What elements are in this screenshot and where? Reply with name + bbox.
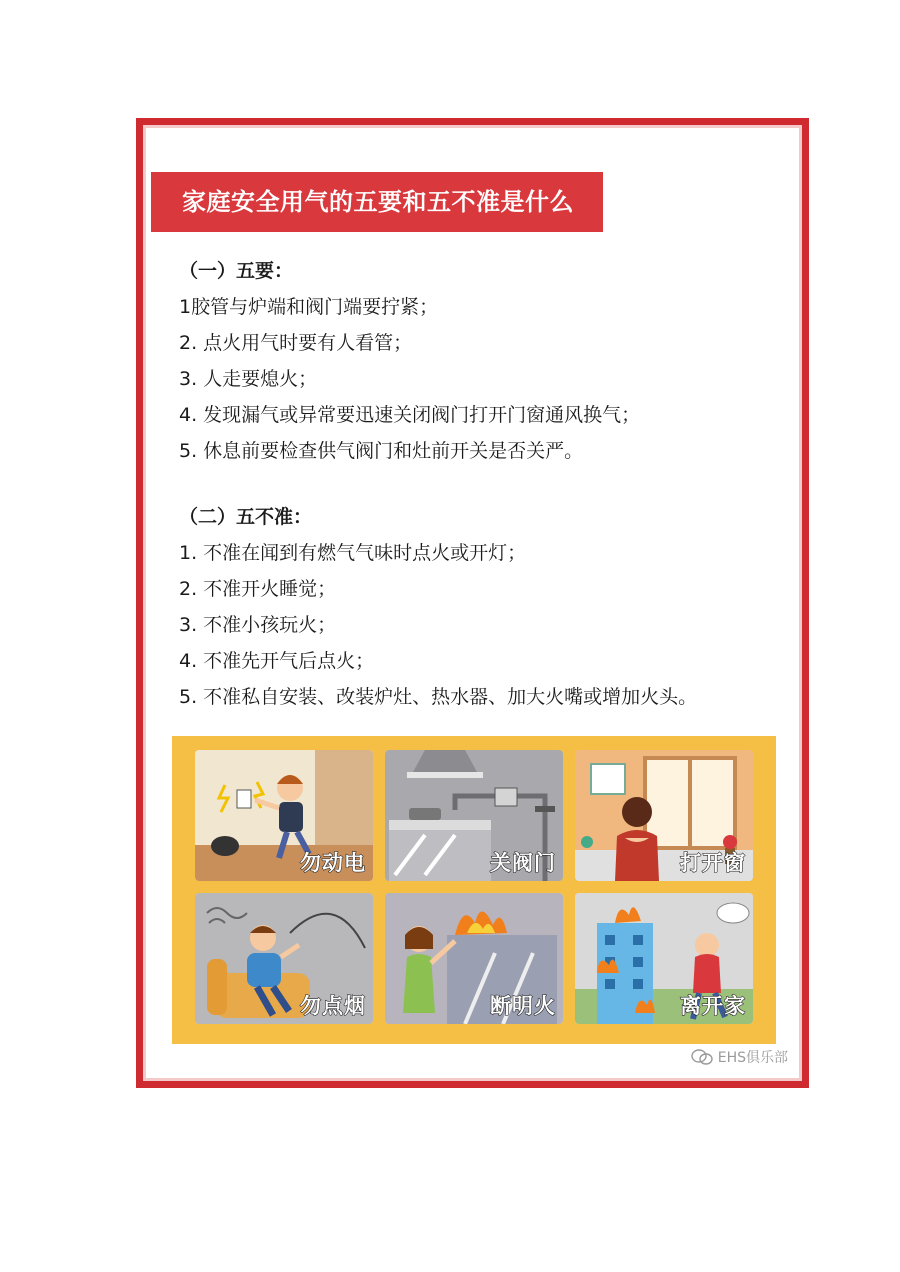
list-item: 4. 发现漏气或异常要迅速关闭阀门打开门窗通风换气； — [179, 404, 641, 426]
section-five-donts — [179, 499, 799, 715]
illustration-grid — [172, 736, 776, 1044]
illustration-caption: 关阀门 — [490, 851, 556, 875]
list-item: 5. 不准私自安装、改装炉灶、热水器、加大火嘴或增加火头。 — [179, 686, 698, 708]
illustration-panel — [195, 893, 373, 1024]
list-item: 3. 人走要熄火； — [179, 368, 318, 390]
illustration-panel — [575, 893, 753, 1024]
poster-frame — [136, 118, 809, 1088]
wechat-icon — [691, 1049, 713, 1065]
illustration-panel — [385, 750, 563, 881]
illustration-caption: 勿动电 — [300, 851, 366, 875]
list-item: 4. 不准先开气后点火； — [179, 650, 375, 672]
illustration-caption: 断明火 — [490, 994, 556, 1018]
list-item: 3. 不准小孩玩火； — [179, 614, 337, 636]
illustration-caption: 离开家 — [680, 994, 746, 1018]
list-item: 2. 不准开火睡觉； — [179, 578, 337, 600]
illustration-panel — [575, 750, 753, 881]
illustration-panel — [385, 893, 563, 1024]
list-item: 2. 点火用气时要有人看管； — [179, 332, 413, 354]
watermark — [691, 1047, 788, 1067]
section-five-musts — [179, 253, 799, 469]
section-heading: （一）五要： — [179, 260, 294, 282]
illustration-caption: 勿点烟 — [300, 994, 366, 1018]
list-item: 1. 不准在闻到有燃气气味时点火或开灯； — [179, 542, 527, 564]
illustration-caption: 打开窗 — [680, 851, 746, 875]
watermark-text: EHS俱乐部 — [717, 1050, 788, 1066]
page-title: 家庭安全用气的五要和五不准是什么 — [151, 172, 603, 232]
section-heading: （二）五不准： — [179, 506, 313, 528]
illustration-panel — [195, 750, 373, 881]
list-item: 5. 休息前要检查供气阀门和灶前开关是否关严。 — [179, 440, 584, 462]
list-item: 1胶管与炉端和阀门端要拧紧； — [179, 296, 439, 318]
